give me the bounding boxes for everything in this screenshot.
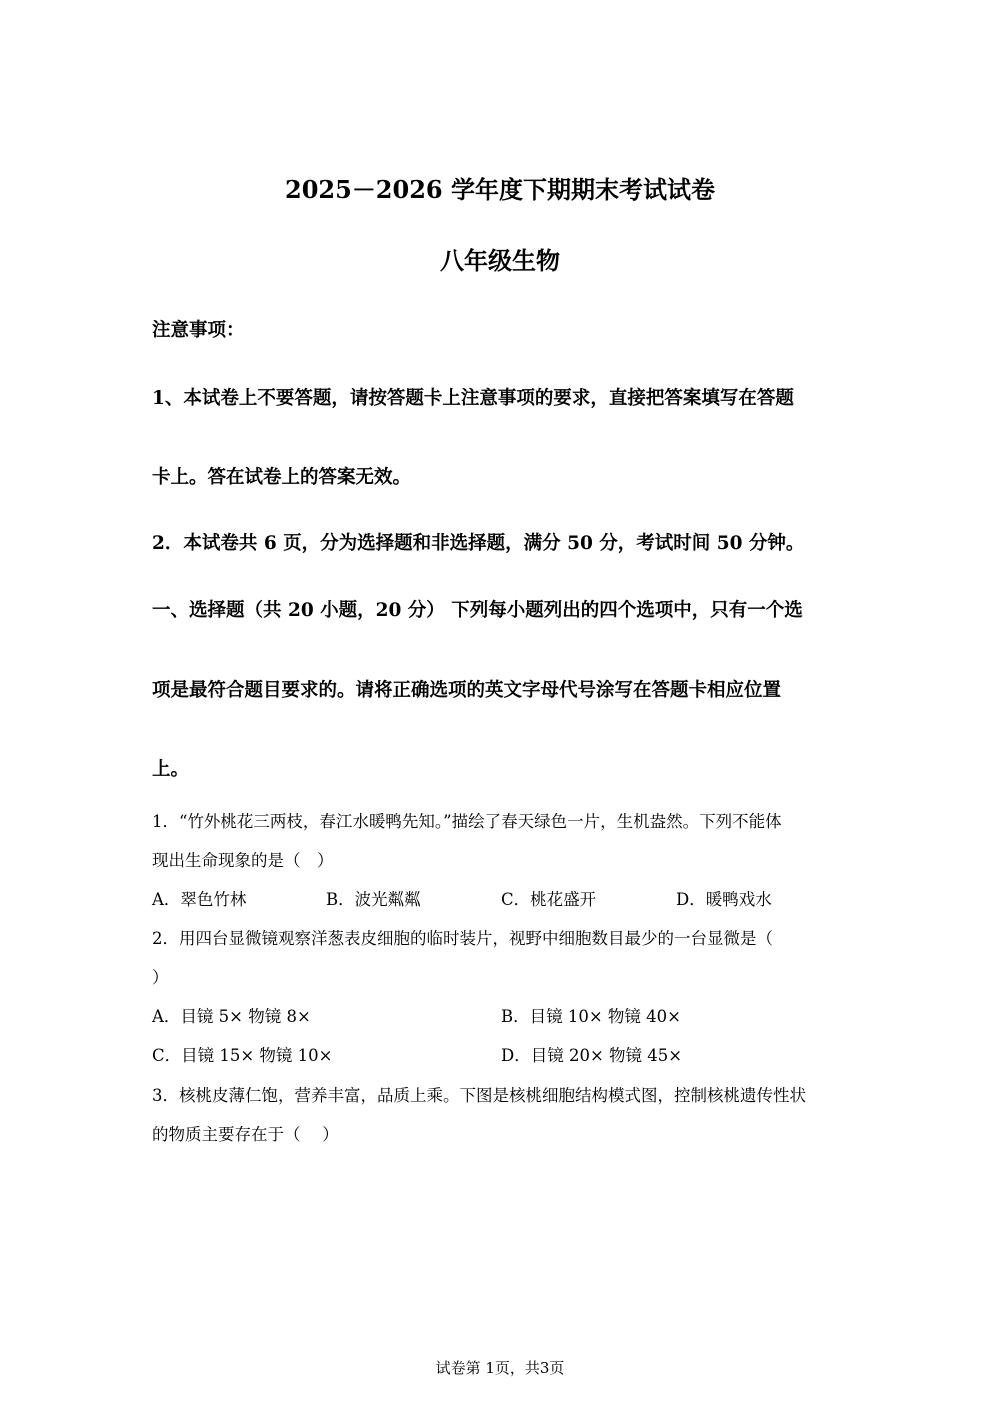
- question-1-stem-line-2: 现出生命现象的是（ ）: [152, 851, 334, 870]
- page-footer: 试卷第 1页，共3页: [435, 1359, 565, 1377]
- section-1-instructions-line-3: 上。: [152, 759, 190, 780]
- question-2-option-d: D．目镜 20× 物镜 45×: [501, 1046, 683, 1065]
- notes-item-1-line-2: 卡上。答在试卷上的答案无效。: [152, 467, 412, 488]
- question-1-option-b: B．波光粼粼: [326, 890, 421, 909]
- question-1-option-a: A．翠色竹林: [152, 890, 247, 909]
- section-1-instructions-line-2: 项是最符合题目要求的。请将正确选项的英文字母代号涂写在答题卡相应位置: [152, 680, 782, 701]
- question-3-stem-line-2: 的物质主要存在于（ ）: [152, 1125, 339, 1144]
- question-3-stem-line-1: 3．核桃皮薄仁饱，营养丰富，品质上乘。下图是核桃细胞结构模式图，控制核桃遗传性状: [152, 1086, 806, 1105]
- question-2-option-c: C．目镜 15× 物镜 10×: [152, 1046, 333, 1065]
- notes-item-1-line-1: 1、本试卷上不要答题，请按答题卡上注意事项的要求，直接把答案填写在答题: [152, 388, 794, 409]
- question-2-stem-line-2: ）: [152, 968, 169, 987]
- question-1-stem-line-1: 1．“竹外桃花三两枝，春江水暖鸭先知。”描绘了春天绿色一片，生机盎然。下列不能体: [152, 812, 782, 831]
- question-2-option-b: B．目镜 10× 物镜 40×: [501, 1007, 682, 1026]
- question-1-option-c: C．桃花盛开: [501, 890, 597, 909]
- section-1-instructions-line-1: 一、选择题（共 20 小题，20 分） 下列每小题列出的四个选项中，只有一个选: [152, 600, 803, 621]
- notes-item-2: 2．本试卷共 6 页，分为选择题和非选择题，满分 50 分，考试时间 50 分钟。: [152, 533, 805, 554]
- question-1-option-d: D．暖鸭戏水: [676, 890, 772, 909]
- exam-title: 2025－2026 学年度下期期末考试试卷: [285, 175, 715, 204]
- exam-subtitle: 八年级生物: [440, 246, 560, 275]
- question-2-option-a: A．目镜 5× 物镜 8×: [152, 1007, 311, 1026]
- question-2-stem-line-1: 2．用四台显微镜观察洋葱表皮细胞的临时装片，视野中细胞数目最少的一台显微是（: [152, 929, 773, 948]
- notes-heading: 注意事项：: [152, 320, 245, 341]
